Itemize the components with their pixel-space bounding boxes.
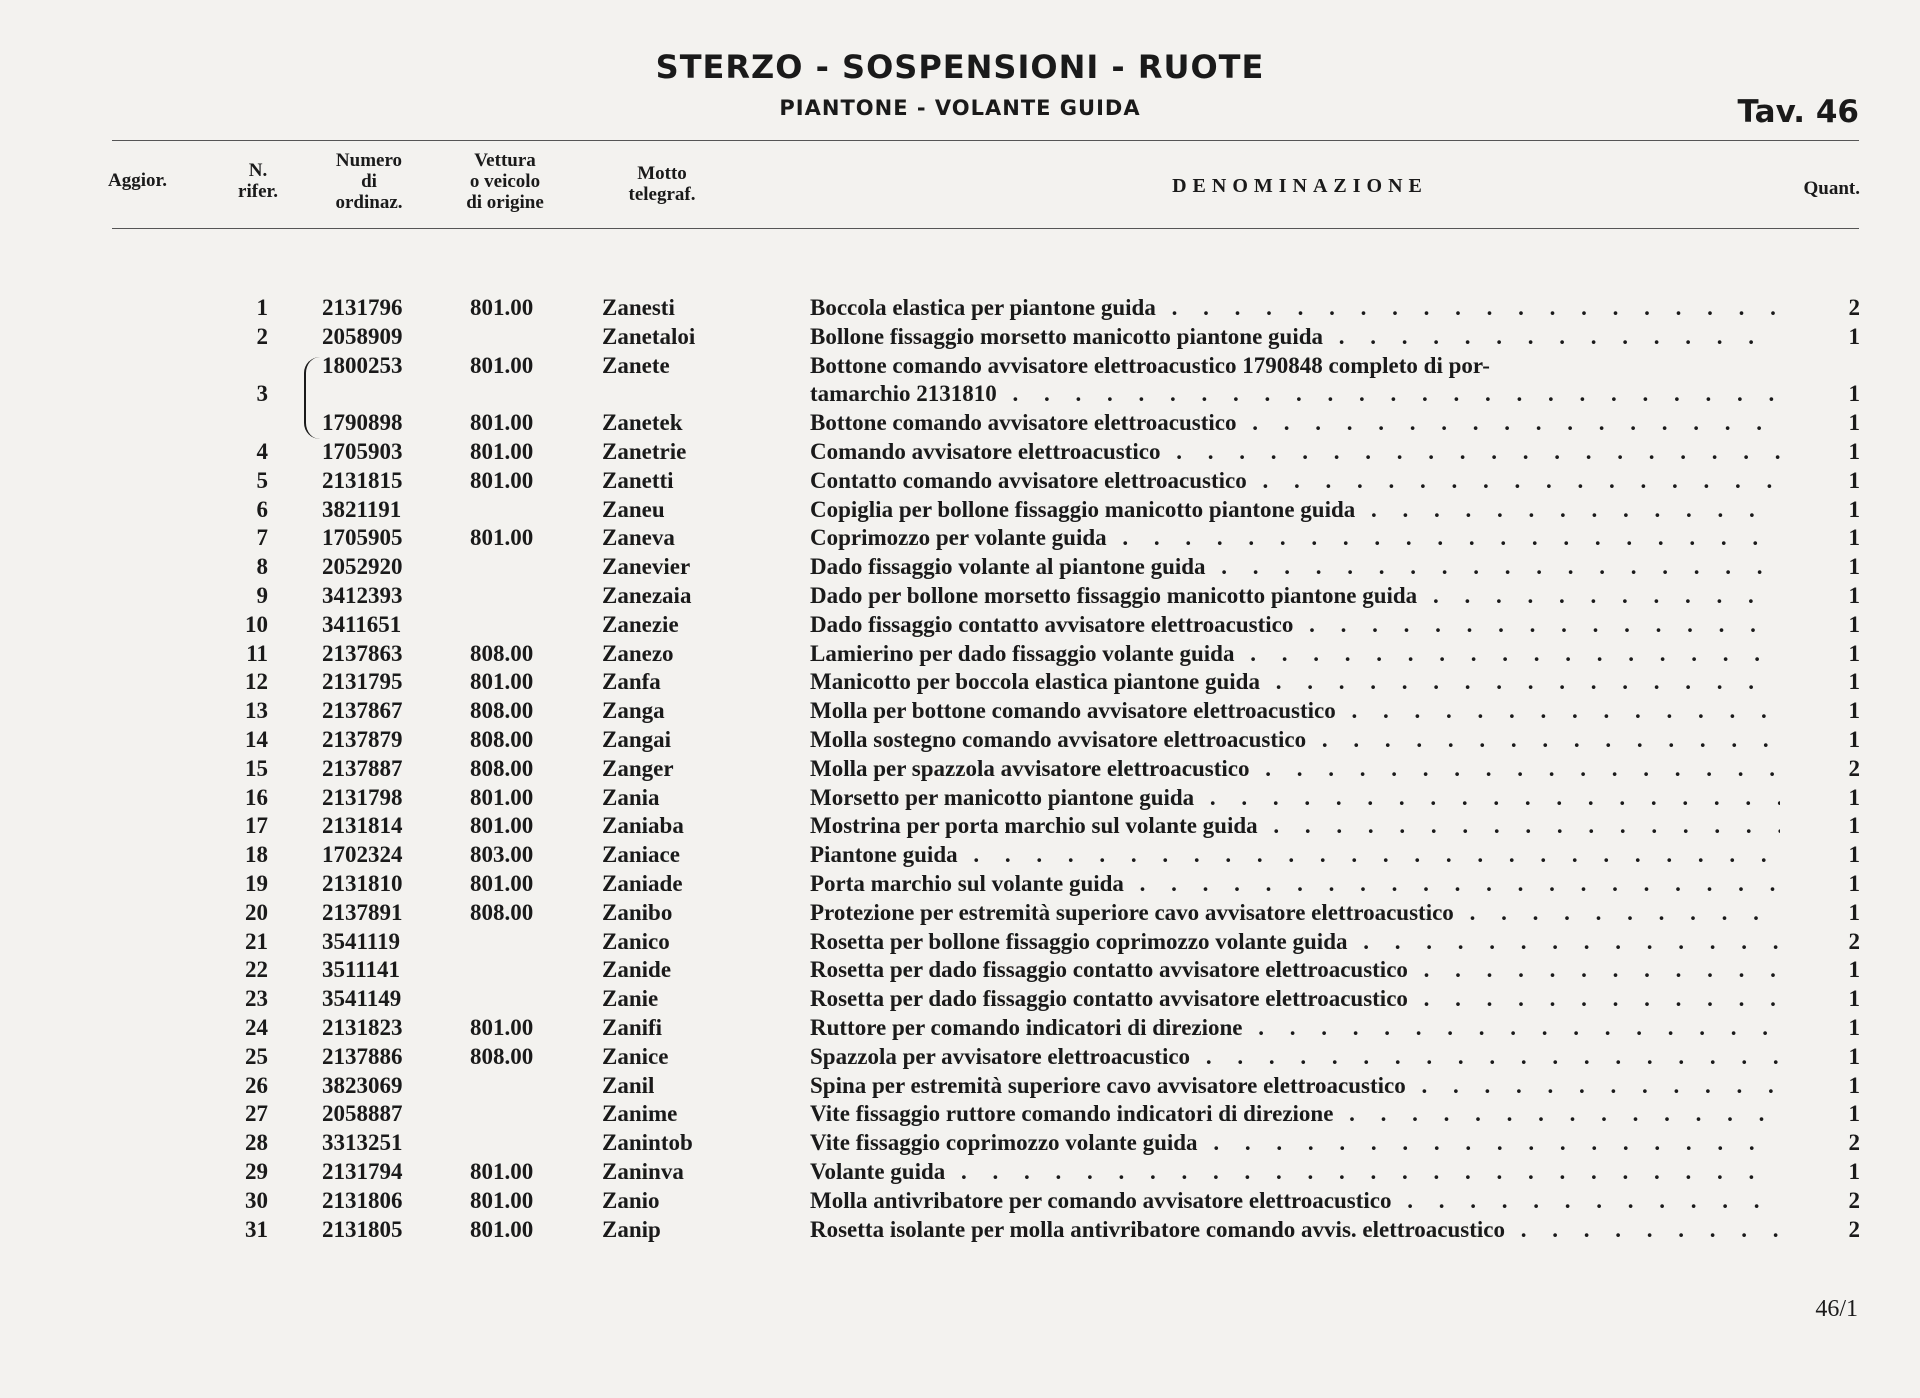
- part-name: Molla per spazzola avvisatore elettroacustico . . .: [810, 754, 1780, 783]
- quantity: 1: [1848, 669, 1860, 695]
- col-header-motto-line1: Motto: [637, 163, 687, 184]
- header-rule-top: [112, 140, 1859, 141]
- order-number: 2137879: [322, 727, 403, 752]
- col-header-aggior: Aggior.: [108, 170, 167, 191]
- ref-number: 22: [245, 957, 268, 983]
- part-name: Bottone comando avvisatore elettroacustico . . .: [810, 408, 1780, 437]
- table-row: [0, 552, 1920, 581]
- col-header-rif-line2: rifer.: [238, 181, 278, 202]
- table-row: [0, 379, 1920, 408]
- vehicle-origin: 801.00: [470, 410, 534, 436]
- ref-number: 8: [256, 554, 268, 580]
- quantity: 1: [1848, 381, 1860, 407]
- order-number: 2058887: [322, 1101, 403, 1127]
- telegraph-code: Zanete: [602, 352, 670, 378]
- order-number: 1702324: [322, 842, 403, 868]
- vehicle-origin: 801.00: [470, 295, 534, 320]
- ref-number: 29: [245, 1159, 268, 1184]
- telegraph-code: Zanice: [602, 1043, 669, 1069]
- quantity: 1: [1848, 842, 1860, 868]
- order-number: 2137867: [322, 698, 403, 724]
- table-row: [0, 322, 1920, 351]
- part-name: Protezione per estremità superiore cavo avvisatore elettroacustico . . .: [810, 898, 1780, 927]
- col-header-vettura-line2: o veicolo: [469, 171, 541, 192]
- telegraph-code: Zanibo: [602, 899, 673, 925]
- part-name: Dado per bollone morsetto fissaggio manicotto piantone guida . . .: [810, 581, 1780, 610]
- quantity: 1: [1848, 784, 1860, 810]
- quantity: 2: [1848, 1130, 1860, 1156]
- telegraph-code: Zaneva: [602, 525, 675, 551]
- quantity: 1: [1848, 1101, 1860, 1127]
- quantity: 1: [1848, 1072, 1860, 1098]
- telegraph-code: Zanger: [602, 755, 674, 781]
- table-row: [0, 610, 1920, 639]
- quantity: 1: [1848, 727, 1860, 752]
- telegraph-code: Zanfa: [602, 669, 661, 695]
- order-number: 2137887: [322, 755, 403, 781]
- ref-number: 9: [256, 583, 268, 608]
- telegraph-code: Zanime: [602, 1101, 678, 1127]
- vehicle-origin: 801.00: [470, 1159, 534, 1184]
- ref-number: 15: [245, 755, 268, 781]
- telegraph-code: Zaniaba: [602, 813, 684, 839]
- quantity: 1: [1848, 323, 1860, 349]
- table-row: [0, 811, 1920, 840]
- quantity: 1: [1848, 611, 1860, 637]
- ref-number: 24: [245, 1015, 268, 1040]
- vehicle-origin: 801.00: [470, 1187, 534, 1213]
- table-row: [0, 1013, 1920, 1042]
- part-name: Lamierino per dado fissaggio volante guida . . .: [810, 639, 1780, 668]
- part-name: Porta marchio sul volante guida . . .: [810, 869, 1780, 898]
- order-number: 2131794: [322, 1159, 403, 1184]
- part-name: Ruttore per comando indicatori di direzione . . .: [810, 1013, 1780, 1042]
- telegraph-code: Zaneu: [602, 496, 665, 522]
- order-number: 2137886: [322, 1043, 403, 1069]
- col-header-vettura: [440, 150, 570, 213]
- vehicle-origin: 803.00: [470, 842, 534, 868]
- telegraph-code: Zanifi: [602, 1015, 663, 1040]
- ref-number: 6: [256, 496, 268, 522]
- ref-number: 20: [245, 899, 268, 925]
- order-number: 2131798: [322, 784, 403, 810]
- part-name: Mostrina per porta marchio sul volante guida . . .: [810, 811, 1780, 840]
- order-number: 2052920: [322, 554, 403, 580]
- page-subtitle: PIANTONE - VOLANTE GUIDA: [779, 96, 1141, 120]
- order-number: 3823069: [322, 1072, 403, 1098]
- table-row: [0, 495, 1920, 524]
- col-header-vettura-line3: di origine: [466, 192, 544, 213]
- table-row: [0, 754, 1920, 783]
- order-number: 1800253: [322, 352, 403, 378]
- order-number: 2131823: [322, 1015, 403, 1040]
- part-name: Spina per estremità superiore cavo avvisatore elettroacustico . . .: [810, 1071, 1780, 1100]
- col-header-numero-line3: ordinaz.: [335, 192, 403, 213]
- col-header-motto: [598, 163, 726, 205]
- order-number: 2131810: [322, 871, 403, 896]
- part-name: Dado fissaggio contatto avvisatore elettroacustico . . .: [810, 610, 1780, 639]
- vehicle-origin: 808.00: [470, 1043, 534, 1069]
- telegraph-code: Zanga: [602, 698, 665, 724]
- quantity: 1: [1848, 698, 1860, 724]
- table-row: [0, 927, 1920, 956]
- part-name: Morsetto per manicotto piantone guida . . .: [810, 783, 1780, 812]
- table-row: [0, 293, 1920, 322]
- part-name: Volante guida . . .: [810, 1157, 1780, 1186]
- table-row: [0, 783, 1920, 812]
- col-header-numero-line1: Numero: [335, 150, 403, 171]
- ref-number: 3: [256, 381, 268, 407]
- order-number: 1790898: [322, 410, 403, 436]
- ref-number: 21: [245, 928, 268, 954]
- table-row: [0, 1042, 1920, 1071]
- quantity: 1: [1848, 1043, 1860, 1069]
- quantity: 1: [1848, 439, 1860, 464]
- order-number: 2131796: [322, 295, 403, 320]
- telegraph-code: Zangai: [602, 727, 672, 752]
- table-row: [0, 898, 1920, 927]
- quantity: 2: [1848, 295, 1860, 320]
- quantity: 1: [1848, 899, 1860, 925]
- col-header-numero: [314, 150, 424, 213]
- ref-number: 10: [245, 611, 268, 637]
- table-row: [0, 1128, 1920, 1157]
- table-row: [0, 639, 1920, 668]
- quantity: 1: [1848, 525, 1860, 551]
- ref-number: 18: [245, 842, 268, 868]
- ref-number: 13: [245, 698, 268, 724]
- telegraph-code: Zanip: [602, 1216, 661, 1242]
- part-name: Molla sostegno comando avvisatore elettroacustico . . .: [810, 725, 1780, 754]
- order-number: 2131805: [322, 1216, 403, 1242]
- order-number: 1705905: [322, 525, 403, 551]
- table-row: [0, 667, 1920, 696]
- part-name: Boccola elastica per piantone guida . . .: [810, 293, 1780, 322]
- telegraph-code: Zanezo: [602, 640, 674, 666]
- telegraph-code: Zanio: [602, 1187, 660, 1213]
- vehicle-origin: 801.00: [470, 669, 534, 695]
- vehicle-origin: 801.00: [470, 352, 534, 378]
- vehicle-origin: 808.00: [470, 899, 534, 925]
- ref-number: 19: [245, 871, 268, 896]
- vehicle-origin: 808.00: [470, 640, 534, 666]
- part-name: Coprimozzo per volante guida . . .: [810, 523, 1780, 552]
- order-number: 3541119: [322, 928, 400, 954]
- table-row: [0, 725, 1920, 754]
- quantity: 1: [1848, 813, 1860, 839]
- ref-number: 1: [256, 295, 268, 320]
- table-row: [0, 984, 1920, 1013]
- telegraph-code: Zanevier: [602, 554, 691, 580]
- col-header-rif: [223, 160, 293, 202]
- ref-number: 5: [256, 467, 268, 493]
- vehicle-origin: 801.00: [470, 784, 534, 810]
- part-name: Spazzola per avvisatore elettroacustico . . .: [810, 1042, 1780, 1071]
- col-header-denominazione: DENOMINAZIONE: [1172, 175, 1428, 197]
- table-row: [0, 696, 1920, 725]
- order-number: 2137863: [322, 640, 403, 666]
- telegraph-code: Zanezaia: [602, 583, 692, 608]
- part-name: Piantone guida . . .: [810, 840, 1780, 869]
- ref-number: 11: [246, 640, 268, 666]
- col-header-vettura-line1: Vettura: [474, 150, 536, 171]
- table-row: [0, 1071, 1920, 1100]
- table-row: [0, 437, 1920, 466]
- vehicle-origin: 801.00: [470, 813, 534, 839]
- table-row: [0, 869, 1920, 898]
- col-header-quant: Quant.: [1803, 178, 1860, 199]
- telegraph-code: Zanetaloi: [602, 323, 696, 349]
- page-title: STERZO - SOSPENSIONI - RUOTE: [655, 48, 1265, 86]
- quantity: 2: [1848, 1216, 1860, 1242]
- ref-number: 25: [245, 1043, 268, 1069]
- ref-number: 2: [256, 323, 268, 349]
- telegraph-code: Zanetti: [602, 467, 674, 493]
- ref-number: 30: [245, 1187, 268, 1213]
- part-name: tamarchio 2131810 . . .: [810, 379, 1780, 408]
- order-number: 3412393: [322, 583, 403, 608]
- ref-number: 17: [245, 813, 268, 839]
- order-number: 2131814: [322, 813, 403, 839]
- telegraph-code: Zanico: [602, 928, 670, 954]
- vehicle-origin: 808.00: [470, 698, 534, 724]
- order-number: 3411651: [322, 611, 402, 637]
- table-row: [0, 1215, 1920, 1244]
- telegraph-code: Zanetrie: [602, 439, 687, 464]
- ref-number: 4: [256, 439, 268, 464]
- quantity: 2: [1848, 1187, 1860, 1213]
- table-row: [0, 523, 1920, 552]
- page-number: 46/1: [1815, 1296, 1858, 1322]
- quantity: 1: [1848, 640, 1860, 666]
- quantity: 1: [1848, 871, 1860, 896]
- order-number: 2131806: [322, 1187, 403, 1213]
- vehicle-origin: 801.00: [470, 871, 534, 896]
- order-number: 3541149: [322, 986, 402, 1012]
- part-name: Molla antivribatore per comando avvisatore elettroacustico . . .: [810, 1186, 1780, 1215]
- order-number: 3821191: [322, 496, 402, 522]
- telegraph-code: Zaninva: [602, 1159, 684, 1184]
- table-row: [0, 840, 1920, 869]
- part-name: Vite fissaggio ruttore comando indicatori di direzione . . .: [810, 1099, 1780, 1128]
- part-name: Comando avvisatore elettroacustico . . .: [810, 437, 1780, 466]
- col-header-rif-line1: N.: [248, 160, 268, 181]
- quantity: 1: [1848, 986, 1860, 1012]
- order-number: 2058909: [322, 323, 403, 349]
- vehicle-origin: 801.00: [470, 467, 534, 493]
- col-header-motto-line2: telegraf.: [628, 184, 696, 205]
- part-name: Dado fissaggio volante al piantone guida . . .: [810, 552, 1780, 581]
- header-rule-bottom: [112, 228, 1859, 229]
- part-name: Copiglia per bollone fissaggio manicotto piantone guida . . .: [810, 495, 1780, 524]
- part-name: Rosetta per dado fissaggio contatto avvisatore elettroacustico . . .: [810, 984, 1780, 1013]
- ref-number: 23: [245, 986, 268, 1012]
- ref-number: 28: [245, 1130, 268, 1156]
- vehicle-origin: 808.00: [470, 755, 534, 781]
- vehicle-origin: 801.00: [470, 1015, 534, 1040]
- ref-number: 12: [245, 669, 268, 695]
- telegraph-code: Zania: [602, 784, 660, 810]
- telegraph-code: Zanezie: [602, 611, 679, 637]
- quantity: 1: [1848, 1015, 1860, 1040]
- ref-number: 31: [245, 1216, 268, 1242]
- telegraph-code: Zanetek: [602, 410, 683, 436]
- ref-number: 14: [245, 727, 268, 752]
- part-name: Rosetta per bollone fissaggio coprimozzo volante guida . . .: [810, 927, 1780, 956]
- part-name: Manicotto per boccola elastica piantone guida . . .: [810, 667, 1780, 696]
- part-name: Rosetta isolante per molla antivribatore comando avvis. elettroacustico . . .: [810, 1215, 1780, 1244]
- order-number: 2131815: [322, 467, 403, 493]
- vehicle-origin: 808.00: [470, 727, 534, 752]
- quantity: 2: [1848, 928, 1860, 954]
- part-name: Contatto comando avvisatore elettroacustico . . .: [810, 466, 1780, 495]
- telegraph-code: Zanesti: [602, 295, 675, 320]
- ref-number: 16: [245, 784, 268, 810]
- quantity: 1: [1848, 583, 1860, 608]
- table-number: Tav. 46: [1737, 94, 1859, 130]
- vehicle-origin: 801.00: [470, 525, 534, 551]
- quantity: 1: [1848, 410, 1860, 436]
- quantity: 2: [1848, 755, 1860, 781]
- vehicle-origin: 801.00: [470, 439, 534, 464]
- quantity: 1: [1848, 496, 1860, 522]
- quantity: 1: [1848, 554, 1860, 580]
- table-row: [0, 1099, 1920, 1128]
- telegraph-code: Zaniade: [602, 871, 683, 896]
- ref-number: 26: [245, 1072, 268, 1098]
- part-name: Bottone comando avvisatore elettroacustico 1790848 completo di por-: [810, 352, 1490, 378]
- telegraph-code: Zanide: [602, 957, 672, 983]
- table-row: [0, 408, 1920, 437]
- order-number: 1705903: [322, 439, 403, 464]
- ref-number: 27: [245, 1101, 268, 1127]
- table-row: [0, 581, 1920, 610]
- table-row: [0, 1186, 1920, 1215]
- ref-number: 7: [256, 525, 268, 551]
- col-header-numero-line2: di: [361, 171, 377, 192]
- telegraph-code: Zanie: [602, 986, 659, 1012]
- vehicle-origin: 801.00: [470, 1216, 534, 1242]
- order-number: 2131795: [322, 669, 403, 695]
- quantity: 1: [1848, 467, 1860, 493]
- telegraph-code: Zanintob: [602, 1130, 693, 1156]
- quantity: 1: [1848, 1159, 1860, 1184]
- part-name: Bollone fissaggio morsetto manicotto piantone guida . . .: [810, 322, 1780, 351]
- telegraph-code: Zaniace: [602, 842, 680, 868]
- table-row: [0, 351, 1920, 380]
- order-number: 2137891: [322, 899, 403, 925]
- telegraph-code: Zanil: [602, 1072, 655, 1098]
- table-row: [0, 1157, 1920, 1186]
- order-number: 3313251: [322, 1130, 403, 1156]
- quantity: 1: [1848, 957, 1860, 983]
- table-row: [0, 955, 1920, 984]
- part-name: Vite fissaggio coprimozzo volante guida . . .: [810, 1128, 1780, 1157]
- order-number: 3511141: [322, 957, 400, 983]
- part-name: Molla per bottone comando avvisatore elettroacustico . . .: [810, 696, 1780, 725]
- table-row: [0, 466, 1920, 495]
- part-name: Rosetta per dado fissaggio contatto avvisatore elettroacustico . . .: [810, 955, 1780, 984]
